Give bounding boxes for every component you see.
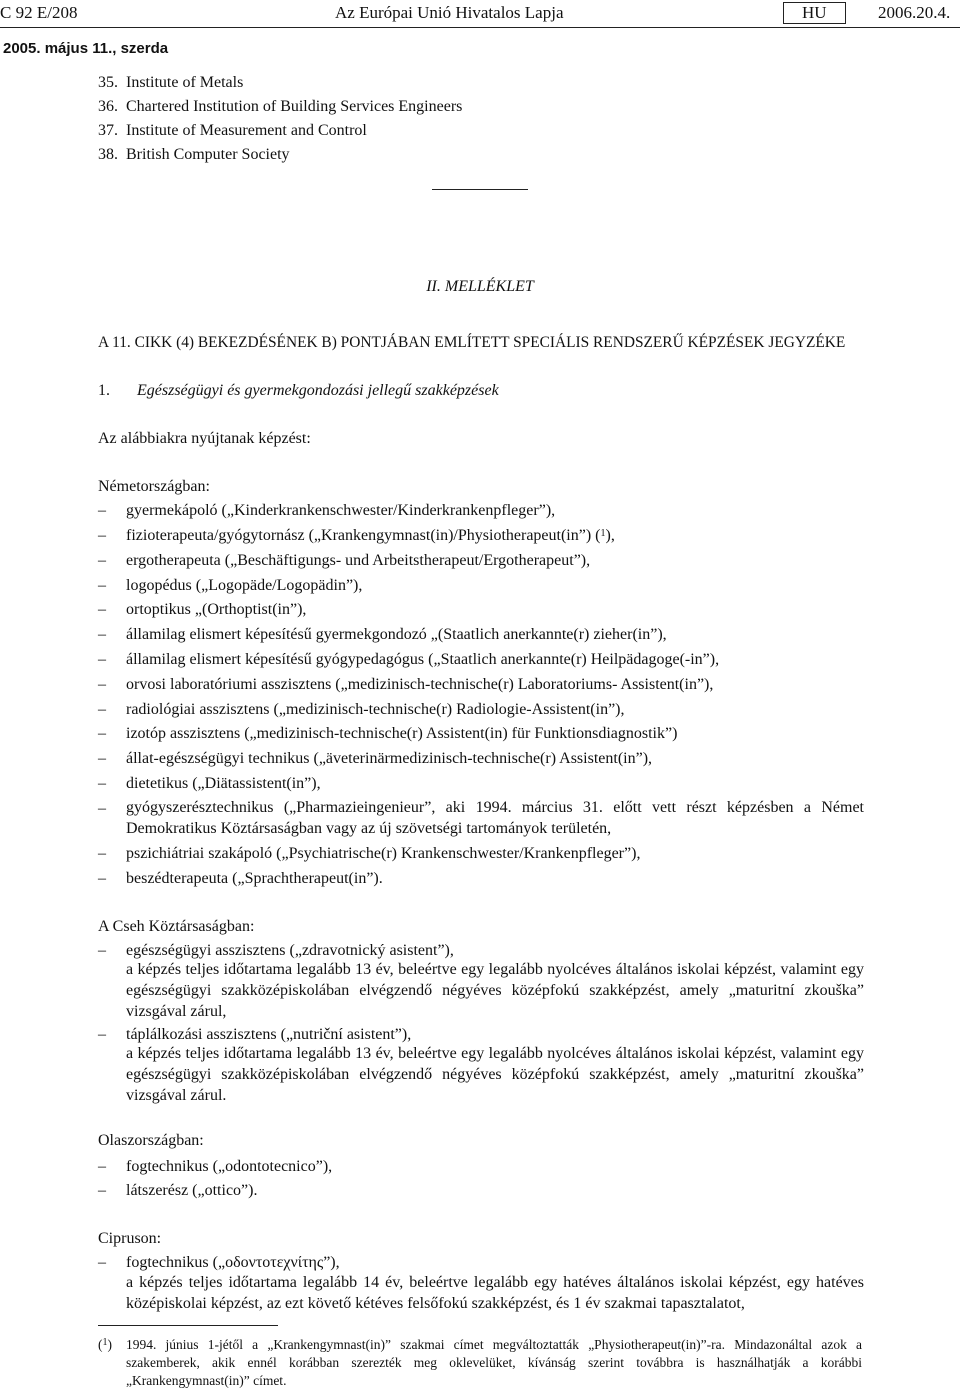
list-item: logopédus („Logopäde/Logopädin”), bbox=[126, 577, 363, 594]
list-dash: – bbox=[98, 1026, 106, 1043]
language-badge: HU bbox=[783, 2, 846, 24]
journal-title: Az Európai Unió Hivatalos Lapja bbox=[335, 3, 564, 22]
list-dash: – bbox=[98, 701, 106, 718]
list-dash: – bbox=[98, 676, 106, 693]
footnote-text: 1994. június 1-jétől a „Krankengymnast(in)” szakmai címet megváltoztatták „Physiotherapeut(in)”-ra. Mindazonáltal azok a szakemberek, akik ennél korábban szerezték meg oklevelüket, kívánság szerint továbbra is használhatják a korábbi „Krankengymnast(in)” címet. bbox=[126, 1337, 862, 1388]
section-heading: Egészségügyi és gyermekgondozási jellegű szakképzések bbox=[137, 382, 499, 399]
list-item: állat-egészségügyi technikus („äveterinärmedizinisch-technische(r) Assistent(in”), bbox=[126, 750, 653, 767]
list-item: izotóp asszisztens („medizinisch-technische(r) Assistent(in) für Funktionsdiagnostik”) bbox=[126, 725, 678, 742]
list-dash: – bbox=[98, 725, 106, 742]
list-dash: – bbox=[98, 870, 106, 887]
footnote-ref[interactable]: 1 bbox=[600, 528, 606, 539]
list-dash: – bbox=[98, 577, 106, 594]
list-item-title: fogtechnikus („οδοντοτεχνίτης”), bbox=[126, 1254, 340, 1271]
list-item-title: táplálkozási asszisztens („nutriční asistent”), bbox=[126, 1026, 412, 1043]
list-dash: – bbox=[98, 775, 106, 792]
list-dash: – bbox=[98, 942, 106, 959]
list-item: 36. Chartered Institution of Building Services Engineers bbox=[98, 98, 463, 115]
list-item: radiológiai asszisztens („medizinisch-technische(r) Radiologie-Assistent(in”), bbox=[126, 701, 625, 718]
list-dash: – bbox=[98, 845, 106, 862]
list-item: ergotherapeuta („Beschäftigungs- und Arbeitstherapeut/Ergotherapeut”), bbox=[126, 552, 591, 569]
country-label-italy: Olaszországban: bbox=[98, 1132, 204, 1149]
journal-code: C 92 E/208 bbox=[0, 3, 78, 22]
list-item: pszichiátriai szakápoló („Psychiatrische(r) Krankenschwester/Krankenpfleger”), bbox=[126, 845, 641, 862]
country-label-cyprus: Cipruson: bbox=[98, 1230, 162, 1247]
list-item: dietetikus („Diätassistent(in”), bbox=[126, 775, 321, 792]
list-item: orvosi laboratóriumi asszisztens („medizinisch-technische(r) Laboratoriums- Assistent(in”), bbox=[126, 676, 714, 693]
list-item: államilag elismert képesítésű gyógypedagógus („Staatlich anerkannte(r) Heilpädagoge(-in”), bbox=[126, 651, 720, 668]
header-rule bbox=[0, 27, 960, 28]
list-item: fizioterapeuta/gyógytornász („Krankengymnast(in)/Physiotherapeut(in”) ($^1$), bbox=[126, 527, 615, 544]
list-item-detail: a képzés teljes időtartama legalább 14 év, beleértve legalább egy hatéves általános iskolai képzést, egy hatéves középiskolai képzést, az ezt követő kétéves felsőfokú szakképzést, és 1 év szakmai tapasztalatot, bbox=[126, 1274, 864, 1312]
list-dash: – bbox=[98, 601, 106, 618]
footnote-marker: ($^1$) bbox=[98, 1337, 112, 1352]
list-item: ortoptikus „(Orthoptist(in”), bbox=[126, 601, 307, 618]
list-item: látszerész („ottico”). bbox=[126, 1182, 258, 1199]
list-item-title: egészségügyi asszisztens („zdravotnický asistent”), bbox=[126, 942, 454, 959]
footnote-rule bbox=[98, 1325, 278, 1326]
publication-date: 2006.20.4. bbox=[878, 3, 951, 22]
list-dash: – bbox=[98, 626, 106, 643]
list-item-detail: a képzés teljes időtartama legalább 13 év, beleértve egy legalább nyolcéves általános iskolai képzést, valamint egy egészségügyi szakközépiskolában elvégzendő négyéves középfokú szakképzést, amely „maturitní zkouška” vizsgával zárul, bbox=[126, 961, 864, 1020]
section-intro: Az alábbiakra nyújtanak képzést: bbox=[98, 430, 311, 447]
list-item: 38. British Computer Society bbox=[98, 146, 290, 163]
section-number: 1. bbox=[98, 382, 110, 399]
list-dash: – bbox=[98, 750, 106, 767]
list-item: gyermekápoló („Kinderkrankenschwester/Kinderkrankenpfleger”), bbox=[126, 502, 556, 519]
list-dash: – bbox=[98, 502, 106, 519]
country-label-germany: Németországban: bbox=[98, 478, 210, 495]
list-dash: – bbox=[98, 1158, 106, 1175]
annex-title: II. MELLÉKLET bbox=[426, 278, 534, 295]
list-item: 35. Institute of Metals bbox=[98, 74, 244, 91]
session-date: 2005. május 11., szerda bbox=[3, 40, 169, 57]
list-item: államilag elismert képesítésű gyermekgondozó „(Staatlich anerkannte(r) zieher(in”), bbox=[126, 626, 667, 643]
list-item: 37. Institute of Measurement and Control bbox=[98, 122, 367, 139]
annex-subtitle: A 11. CIKK (4) BEKEZDÉSÉNEK B) PONTJÁBAN EMLÍTETT SPECIÁLIS RENDSZERŰ KÉPZÉSEK JEGYZÉKE bbox=[98, 334, 846, 351]
list-item: gyógyszerésztechnikus („Pharmazieingenieur”, aki 1994. március 31. előtt vett részt képzésben a Német Demokratikus Köztársaságban vagy az új szövetségi tartományok területén, bbox=[126, 799, 864, 837]
section-divider bbox=[432, 189, 528, 190]
list-item: beszédterapeuta („Sprachtherapeut(in”). bbox=[126, 870, 383, 887]
list-dash: – bbox=[98, 1182, 106, 1199]
list-dash: – bbox=[98, 800, 106, 817]
country-label-czech: A Cseh Köztársaságban: bbox=[98, 918, 255, 935]
list-dash: – bbox=[98, 1254, 106, 1271]
list-item-detail: a képzés teljes időtartama legalább 13 év, beleértve egy legalább nyolcéves általános iskolai képzést, valamint egy egészségügyi szakközépiskolában elvégzendő négyéves középfokú szakképzést, amely „maturitní zkouška” vizsgával zárul. bbox=[126, 1045, 864, 1104]
list-dash: – bbox=[98, 651, 106, 668]
list-dash: – bbox=[98, 527, 106, 544]
list-dash: – bbox=[98, 552, 106, 569]
list-item: fogtechnikus („odontotecnico”), bbox=[126, 1158, 333, 1175]
